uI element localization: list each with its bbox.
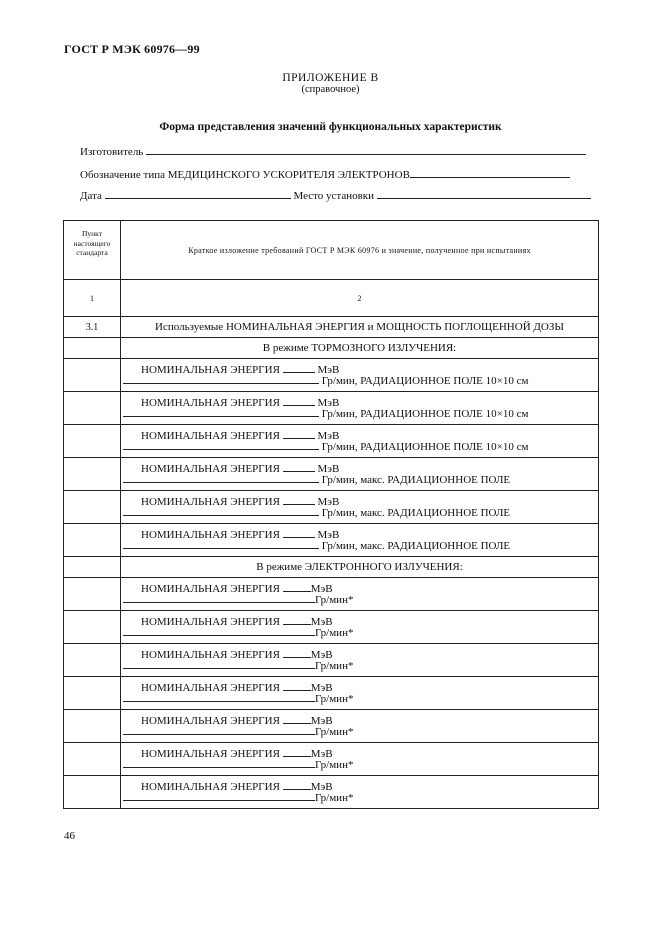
table-header-row [64, 221, 599, 280]
energy-blank[interactable] [283, 581, 311, 592]
table-row: НОМИНАЛЬНАЯ ЭНЕРГИЯ МэВ Гр/мин, макс. РАДИАЦИОННОЕ ПОЛЕ [64, 524, 599, 557]
energy-blank[interactable] [283, 746, 311, 757]
energy-blank[interactable] [283, 680, 311, 691]
location-blank[interactable] [377, 188, 591, 199]
dose-rate-blank[interactable] [123, 658, 315, 669]
table-row: НОМИНАЛЬНАЯ ЭНЕРГИЯ МэВ Гр/мин* [64, 611, 599, 644]
col2-number: 2 [121, 280, 599, 317]
dose-rate-blank[interactable] [123, 625, 315, 636]
clause-number: 3.1 [64, 317, 121, 338]
type-value: МЕДИЦИНСКОГО УСКОРИТЕЛЯ ЭЛЕКТРОНОВ [167, 169, 410, 181]
energy-blank[interactable] [283, 614, 311, 625]
col2-header: Краткое изложение требований ГОСТ Р МЭК 60976 и значение, полученное при испытаниях [121, 221, 599, 280]
col1-number: 1 [64, 280, 121, 317]
table-row: НОМИНАЛЬНАЯ ЭНЕРГИЯ МэВ Гр/мин* [64, 710, 599, 743]
table-row: НОМИНАЛЬНАЯ ЭНЕРГИЯ МэВ Гр/мин* [64, 644, 599, 677]
dose-rate-blank[interactable] [123, 472, 319, 483]
form-title: Форма представления значений функциональных характеристик [159, 121, 502, 133]
dose-rate-blank[interactable] [123, 724, 315, 735]
energy-blank[interactable] [283, 395, 315, 406]
dose-rate-blank[interactable] [123, 592, 315, 603]
dose-rate-blank[interactable] [123, 406, 319, 417]
table-row: НОМИНАЛЬНАЯ ЭНЕРГИЯ МэВ Гр/мин, РАДИАЦИОННОЕ ПОЛЕ 10×10 см [64, 425, 599, 458]
brems-heading-row [64, 338, 599, 359]
row-3-1 [64, 317, 599, 338]
page-number: 46 [64, 830, 75, 842]
dose-rate-blank[interactable] [123, 505, 319, 516]
electron-heading-row [64, 557, 599, 578]
dose-rate-blank[interactable] [123, 439, 319, 450]
energy-blank[interactable] [283, 527, 315, 538]
document-header: ГОСТ Р МЭК 60976—99 [64, 42, 200, 56]
table-row: НОМИНАЛЬНАЯ ЭНЕРГИЯ МэВ Гр/мин, РАДИАЦИОННОЕ ПОЛЕ 10×10 см [64, 392, 599, 425]
dose-rate-blank[interactable] [123, 790, 315, 801]
type-blank[interactable] [410, 167, 570, 178]
energy-blank[interactable] [283, 494, 315, 505]
dose-rate-blank[interactable] [123, 757, 315, 768]
energy-blank[interactable] [283, 461, 315, 472]
table-row: НОМИНАЛЬНАЯ ЭНЕРГИЯ МэВ Гр/мин* [64, 743, 599, 776]
date-location-field [80, 188, 591, 202]
energy-blank[interactable] [283, 713, 311, 724]
date-label: Дата [80, 190, 102, 202]
manufacturer-field [80, 144, 586, 158]
appendix-subtitle: (справочное) [301, 84, 360, 95]
clause-text: Используемые НОМИНАЛЬНАЯ ЭНЕРГИЯ и МОЩНОСТЬ ПОГЛОЩЕННОЙ ДОЗЫ [121, 317, 599, 338]
table-row: НОМИНАЛЬНАЯ ЭНЕРГИЯ МэВ Гр/мин, РАДИАЦИОННОЕ ПОЛЕ 10×10 см [64, 359, 599, 392]
table-row: НОМИНАЛЬНАЯ ЭНЕРГИЯ МэВ Гр/мин, макс. РАДИАЦИОННОЕ ПОЛЕ [64, 491, 599, 524]
table-row: НОМИНАЛЬНАЯ ЭНЕРГИЯ МэВ Гр/мин* [64, 578, 599, 611]
appendix-title: ПРИЛОЖЕНИЕ В [282, 72, 379, 84]
electron-heading: В режиме ЭЛЕКТРОННОГО ИЗЛУЧЕНИЯ: [121, 557, 599, 578]
table-row: НОМИНАЛЬНАЯ ЭНЕРГИЯ МэВ Гр/мин, макс. РАДИАЦИОННОЕ ПОЛЕ [64, 458, 599, 491]
table-row: НОМИНАЛЬНАЯ ЭНЕРГИЯ МэВ Гр/мин* [64, 677, 599, 710]
energy-blank[interactable] [283, 647, 311, 658]
type-field [80, 167, 570, 181]
col1-header: Пункт настоящего стандарта [64, 221, 121, 280]
energy-blank[interactable] [283, 362, 315, 373]
table-row: НОМИНАЛЬНАЯ ЭНЕРГИЯ МэВ Гр/мин* [64, 776, 599, 809]
brems-heading: В режиме ТОРМОЗНОГО ИЗЛУЧЕНИЯ: [121, 338, 599, 359]
manufacturer-blank[interactable] [146, 144, 586, 155]
dose-rate-blank[interactable] [123, 538, 319, 549]
characteristics-table [63, 220, 599, 809]
energy-blank[interactable] [283, 779, 311, 790]
date-blank[interactable] [105, 188, 291, 199]
dose-rate-blank[interactable] [123, 373, 319, 384]
dose-rate-blank[interactable] [123, 691, 315, 702]
location-label: Место установки [293, 190, 375, 202]
energy-blank[interactable] [283, 428, 315, 439]
manufacturer-label: Изготовитель [80, 146, 144, 158]
column-number-row [64, 280, 599, 317]
type-label: Обозначение типа [80, 169, 165, 181]
